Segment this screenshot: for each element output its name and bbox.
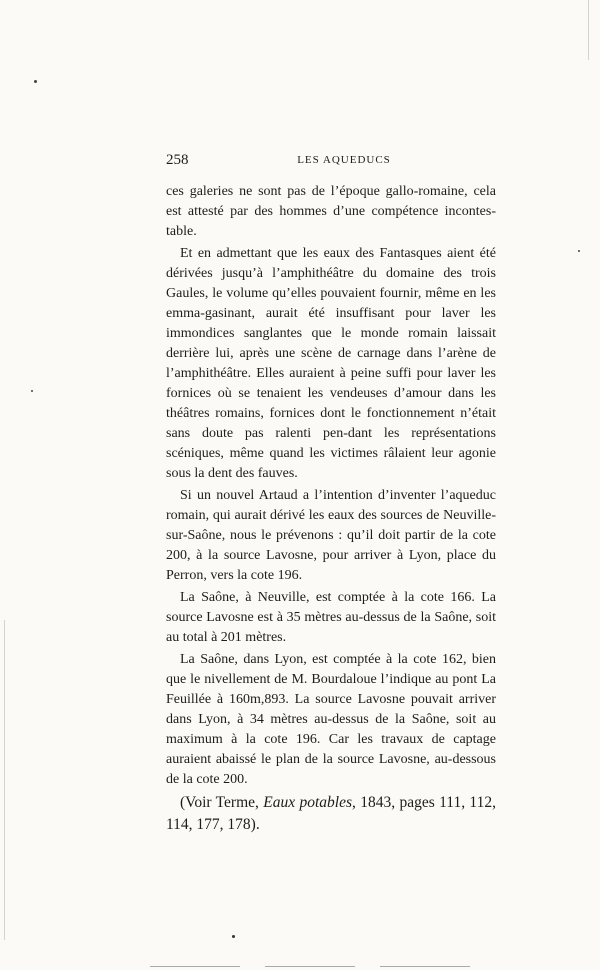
paragraph: La Saône, à Neuville, est comptée à la cote 166. La source Lavosne est à 35 mètres au-dessus de la Saône, soit au total à 201 mètres. <box>166 590 496 645</box>
paragraph: Si un nouvel Artaud a l’intention d’inventer l’aqueduc romain, qui aurait dérivé les eaux des sources de Neuville-sur-Saône, nous le prévenons : qu’il doit partir de la cote 200, à la source Lavosne, pour arriver à Lyon, place du Perron, vers la cote 196. <box>166 488 496 583</box>
page-edge-mark <box>380 966 470 967</box>
page-edge-mark <box>4 620 5 940</box>
paragraph: La Saône, dans Lyon, est comptée à la cote 162, bien que le nivellement de M. Bourdaloue l’indique au pont La Feuillée à 160m,893. La source Lavosne pouvait arriver dans Lyon, à 34 mètres au-dessus de la Saône, soit au maximum à la cote 196. Car les travaux de captage auraient abaissé le plan de la source Lavosne, au-dessous de la cote 200. <box>166 652 496 787</box>
paragraph: ces galeries ne sont pas de l’époque gallo-romaine, cela est attesté par des hommes d’une compétence incontes-table. <box>166 184 496 239</box>
body-text <box>166 182 496 838</box>
citation-title: Eaux potables <box>263 794 352 811</box>
page-number: 258 <box>166 152 189 168</box>
page-edge-mark <box>588 0 589 60</box>
page-edge-mark <box>150 966 240 967</box>
citation-prefix: (Voir Terme, <box>180 794 264 811</box>
page-header <box>166 152 498 172</box>
page-speck <box>31 390 33 392</box>
running-title: LES AQUEDUCS <box>297 154 391 166</box>
citation <box>166 792 496 836</box>
page-speck <box>578 250 580 252</box>
page-speck <box>34 80 37 83</box>
page-edge-mark <box>265 966 355 967</box>
page-speck <box>232 935 235 938</box>
citation-suffix: , 1843, pages 111, 112, 114, 177, 178). <box>166 794 496 833</box>
paragraph: Et en admettant que les eaux des Fantasques aient été dérivées jusqu’à l’amphithéâtre du domaine des trois Gaules, le volume qu’elles pouvaient fournir, même en les emma-gasinant, aurait été insuffisant pour laver les immondices sanglantes que le monde romain laissait derrière lui, après une scène de carnage dans l’arène de l’amphithéâtre. Elles auraient à peine suffi pour laver les fornices où se tenaient les vendeuses d’amour dans les théâtres romains, fornices dont le fonctionnement n’était sans doute pas ralenti pen-dant les représentations scéniques, même quand les victimes râlaient leur agonie sous la dent des fauves. <box>166 246 496 481</box>
